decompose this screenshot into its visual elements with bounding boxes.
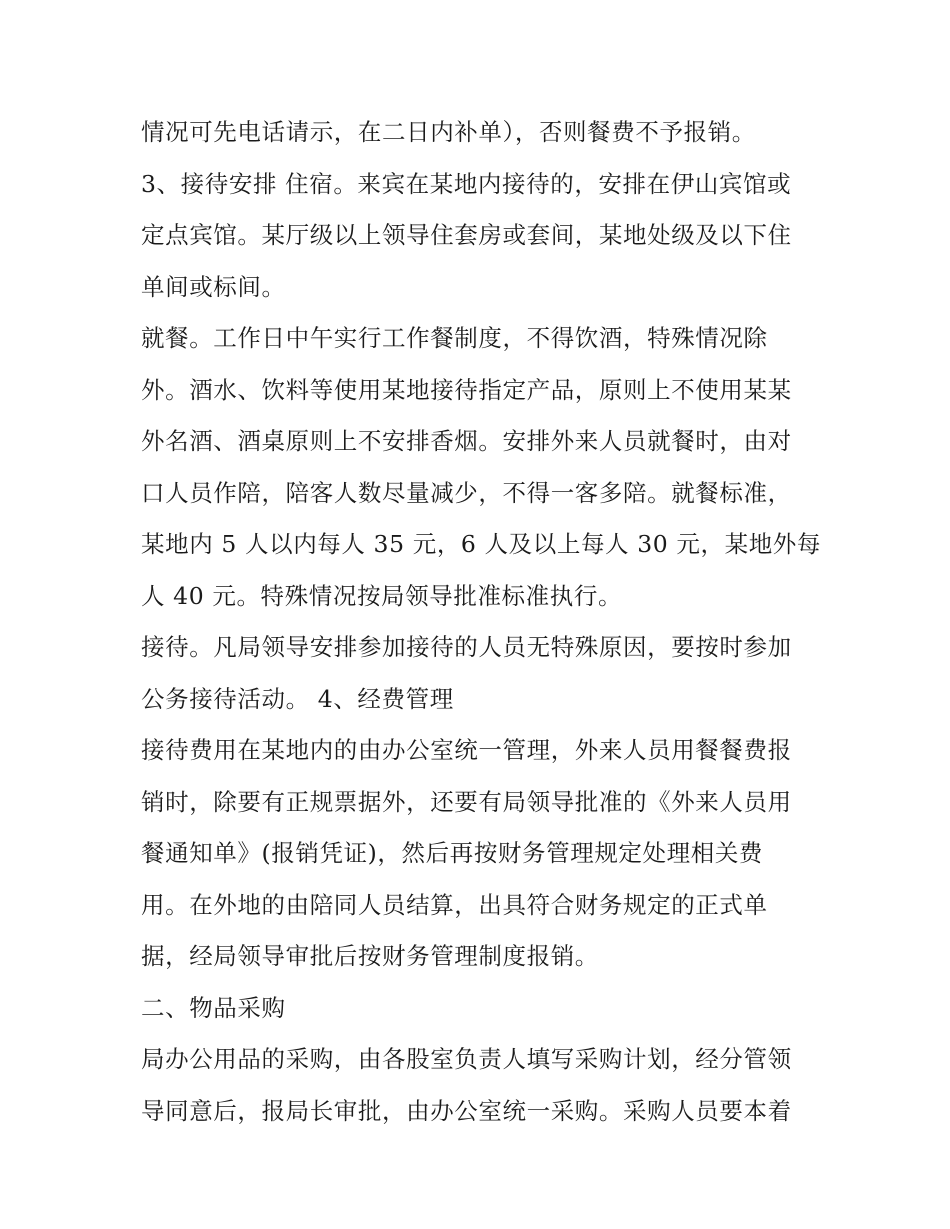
document-body — [141, 107, 821, 1137]
text-line: 外。酒水、饮料等使用某地接待指定产品，原则上不使用某某 — [141, 375, 792, 404]
text-line: 口人员作陪，陪客人数尽量减少，不得一客多陪。就餐标准， — [141, 478, 792, 507]
text-line: 3、接待安排 住宿。来宾在某地内接待的，安排在伊山宾馆或 — [141, 169, 792, 198]
text-line: 局办公用品的采购，由各股室负责人填写采购计划，经分管领 — [141, 1045, 792, 1073]
text-line: 单间或标间。 — [141, 272, 286, 301]
text-line: 接待。凡局领导安排参加接待的人员无特殊原因，要按时参加 — [141, 633, 792, 661]
text-line: 定点宾馆。某厅级以上领导住套房或套间，某地处级及以下住 — [141, 221, 792, 249]
text-line: 餐通知单》(报销凭证)，然后再按财务管理规定处理相关费 — [141, 839, 764, 867]
text-line: 情况可先电话请示，在二日内补单），否则餐费不予报销。 — [141, 118, 756, 146]
text-line: 销时，除要有正规票据外，还要有局领导批准的《外来人员用 — [141, 787, 792, 816]
text-line: 公务接待活动。 4、经费管理 — [141, 684, 454, 713]
section-heading: 二、物品采购 — [141, 993, 286, 1022]
text-line: 用。在外地的由陪同人员结算，出具符合财务规定的正式单 — [141, 890, 768, 919]
text-line: 某地内 5 人以内每人 35 元，6 人及以上每人 30 元，某地外每 — [141, 530, 821, 558]
text-line: 外名酒、酒桌原则上不安排香烟。安排外来人员就餐时，由对 — [141, 427, 792, 455]
text-line: 就餐。工作日中午实行工作餐制度，不得饮酒，特殊情况除 — [141, 324, 768, 352]
text-line: 人 40 元。特殊情况按局领导批准标准执行。 — [141, 581, 623, 610]
text-line: 接待费用在某地内的由办公室统一管理，外来人员用餐餐费报 — [141, 736, 792, 764]
text-line: 据，经局领导审批后按财务管理制度报销。 — [141, 942, 599, 970]
text-line: 导同意后，报局长审批，由办公室统一采购。采购人员要本着 — [141, 1096, 792, 1125]
